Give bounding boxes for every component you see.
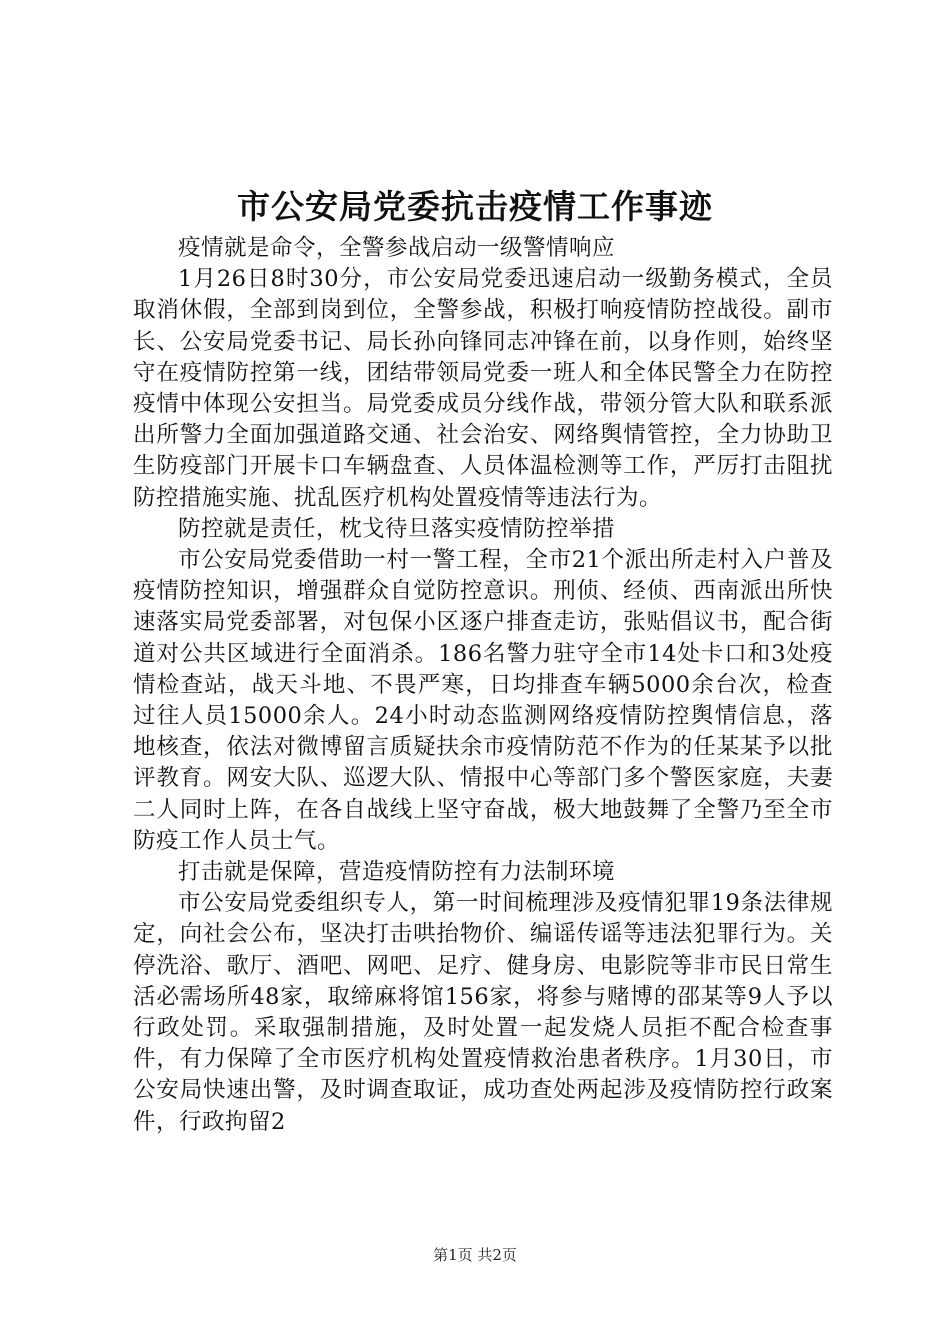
paragraph-response: 1月26日8时30分，市公安局党委迅速启动一级勤务模式，全员取消休假，全部到岗到位，全警参战，积极打响疫情防控战役。副市长、公安局党委书记、局长孙向锋同志冲锋在前，以身作则，始终坚守在疫情防控第一线，团结带领局党委一班人和全体民警全力在防控疫情中体现公安担当。局党委成员分线作战，带领分管大队和联系派出所警力全面加强道路交通、社会治安、网络舆情管控，全力协助卫生防疫部门开展卡口车辆盘查、人员体温检测等工作，严厉打击阻扰防控措施实施、扰乱医疗机构处置疫情等违法行为。 bbox=[133, 266, 833, 511]
heading-command: 疫情就是命令，全警参战启动一级警情响应 bbox=[178, 235, 616, 261]
document-body bbox=[133, 233, 833, 1138]
heading-responsibility: 防控就是责任，枕戈待旦落实疫情防控举措 bbox=[178, 515, 616, 542]
heading-protection: 打击就是保障，营造疫情防控有力法制环境 bbox=[178, 859, 616, 886]
paragraph-measures: 市公安局党委借助一村一警工程，全市21个派出所走村入户普及疫情防控知识，增强群众自觉防控意识。刑侦、经侦、西南派出所快速落实局党委部署，对包保小区逐户排查走访，张贴倡议书，配合街道对公共区域进行全面消杀。186名警力驻守全市14处卡口和3处疫情检查站，战天斗地、不畏严寒，日均排查车辆5000余台次，检查过往人员15000余人。24小时动态监测网络疫情防控舆情信息，落地核查，依法对微博留言质疑扶余市疫情防范不作为的任某某予以批评教育。网安大队、巡逻大队、情报中心等部门多个警医家庭，夫妻二人同时上阵，在各自战线上坚守奋战，极大地鼓舞了全警乃至全市防疫工作人员士气。 bbox=[133, 547, 833, 854]
page-footer: 第1页 共2页 bbox=[433, 1246, 517, 1264]
document-title: 市公安局党委抗击疫情工作事迹 bbox=[237, 187, 713, 226]
paragraph-legal: 市公安局党委组织专人，第一时间梳理涉及疫情犯罪19条法律规定，向社会公布，坚决打击哄抬物价、编谣传谣等违法犯罪行为。关停洗浴、歌厅、酒吧、网吧、足疗、健身房、电影院等非市民日常生活必需场所48家，取缔麻将馆156家，将参与赌博的邵某等9人予以行政处罚。采取强制措施，及时处置一起发烧人员拒不配合检查事件，有力保障了全市医疗机构处置疫情救治患者秩序。1月30日，市公安局快速出警，及时调查取证，成功查处两起涉及疫情防控行政案件，行政拘留2 bbox=[133, 890, 833, 1135]
